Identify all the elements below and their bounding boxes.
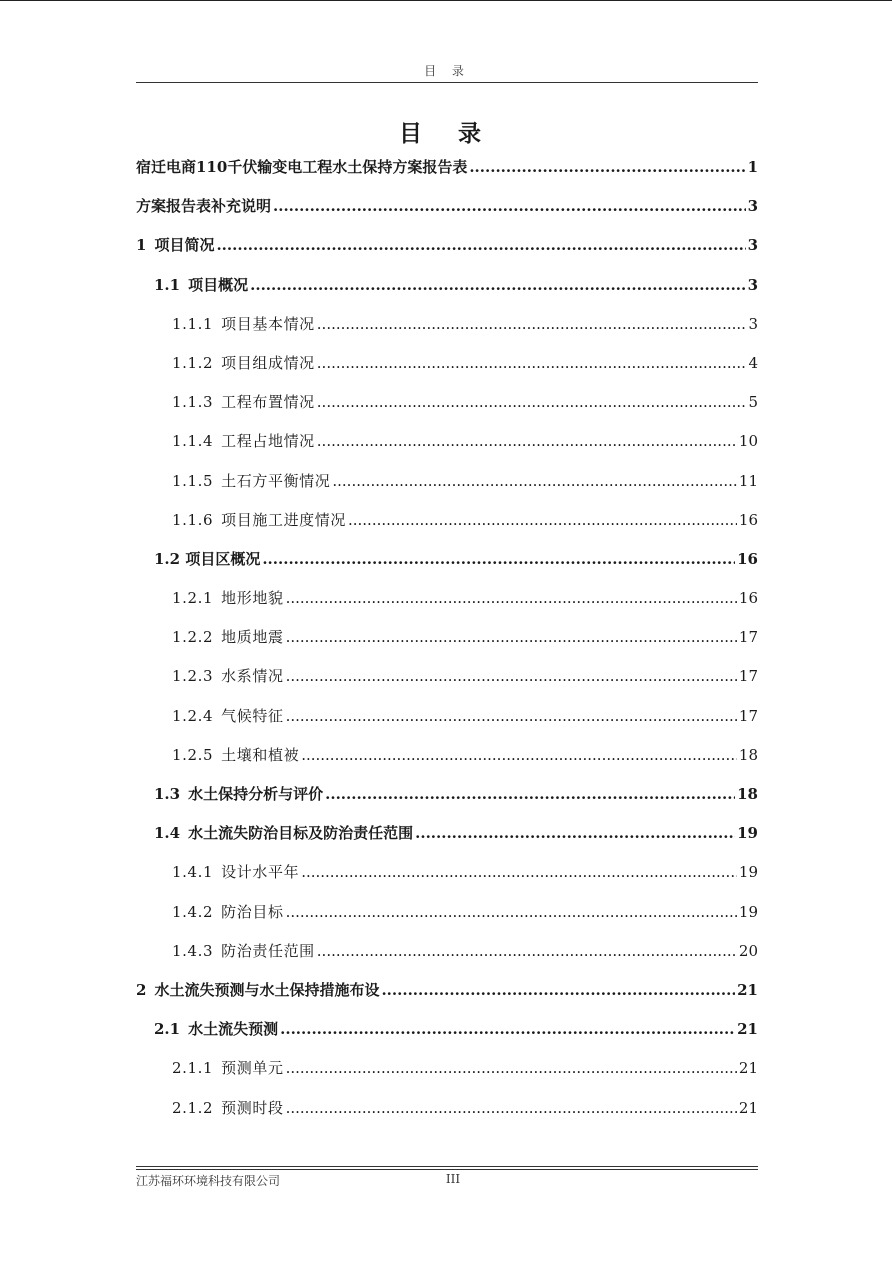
toc-entry-page: 19 (738, 863, 758, 882)
toc-entry-page: 19 (737, 824, 758, 843)
toc-entry-label: 防治责任范围 (221, 941, 315, 960)
toc-entry-label: 土壤和植被 (221, 745, 300, 764)
page-title: 目 录 (398, 120, 495, 147)
toc-entry-number: 2.1.2 (172, 1098, 214, 1117)
toc-entry-number: 1.4.3 (172, 941, 214, 960)
toc-leader-dots (286, 1089, 737, 1128)
toc-entry-number: 1.1 (154, 275, 181, 294)
running-header: 目 录 (424, 64, 470, 78)
toc-entry[interactable] (136, 893, 758, 932)
toc-entry-label: 地质地震 (221, 628, 284, 647)
toc-entry-number: 1.2.5 (172, 745, 214, 764)
footer-company: 江苏福环环境科技有限公司 (136, 1174, 281, 1188)
toc-entry-number: 2.1 (154, 1020, 181, 1039)
toc-leader-dots (317, 305, 747, 344)
toc-entry-page: 11 (738, 471, 758, 490)
toc-leader-dots (286, 1049, 737, 1088)
toc-leader-dots (273, 187, 746, 226)
header-rule (136, 82, 758, 83)
toc-entry-page: 4 (748, 353, 758, 372)
toc-entry-page: 21 (737, 980, 758, 999)
toc-entry-page: 21 (738, 1098, 758, 1117)
toc-entry-page: 5 (748, 393, 758, 412)
toc-leader-dots (317, 422, 737, 461)
toc-entry-label: 工程布置情况 (221, 393, 315, 412)
toc-entry-page: 21 (738, 1059, 758, 1078)
toc-entry-number: 1.1.4 (172, 432, 214, 451)
toc-entry-page: 10 (738, 432, 758, 451)
toc-entry[interactable] (136, 226, 758, 265)
toc-entry-page: 17 (738, 628, 758, 647)
toc-entry-number: 1.2.1 (172, 589, 214, 608)
toc-leader-dots (216, 226, 745, 265)
toc-entry-label: 项目概况 (188, 275, 249, 294)
toc-entry[interactable] (136, 344, 758, 383)
toc-entry-number: 1.1.2 (172, 353, 214, 372)
toc-entry-label: 土石方平衡情况 (221, 471, 331, 490)
toc-leader-dots (317, 383, 747, 422)
toc-entry-label: 项目基本情况 (221, 314, 315, 333)
toc-entry-number: 2.1.1 (172, 1059, 214, 1078)
toc-entry[interactable] (136, 422, 758, 461)
toc-entry-page: 1 (747, 158, 758, 176)
toc-entry[interactable] (136, 187, 758, 226)
toc-entry[interactable] (136, 579, 758, 618)
toc-entry[interactable] (136, 657, 758, 696)
toc-entry[interactable] (136, 462, 758, 501)
toc-entry-number: 1.4 (154, 824, 181, 843)
toc-entry-number: 1.2.4 (172, 706, 214, 725)
toc-entry-number: 1.1.1 (172, 314, 214, 333)
toc-leader-dots (469, 148, 745, 187)
toc-entry-number: 1.2.2 (172, 628, 214, 647)
toc-entry[interactable] (136, 266, 758, 305)
toc-entry-label: 项目施工进度情况 (221, 510, 346, 529)
toc-entry[interactable] (136, 971, 758, 1010)
toc-entry-page: 21 (737, 1020, 758, 1039)
toc-entry-label: 工程占地情况 (221, 432, 315, 451)
toc-leader-dots (317, 932, 737, 971)
footer-page-number: III (445, 1172, 461, 1186)
toc-entry-number: 2 (136, 980, 147, 999)
toc-entry-label: 水土流失防治目标及防治责任范围 (188, 824, 414, 843)
table-of-contents (136, 148, 758, 1128)
toc-entry-page: 16 (737, 549, 758, 568)
toc-entry-page: 16 (738, 589, 758, 608)
toc-entry-page: 18 (738, 745, 758, 764)
toc-entry-label: 预测时段 (221, 1098, 284, 1117)
toc-entry[interactable] (136, 305, 758, 344)
toc-leader-dots (286, 657, 737, 696)
footer-rule (136, 1166, 758, 1167)
toc-entry[interactable] (136, 618, 758, 657)
toc-entry[interactable] (136, 1049, 758, 1088)
toc-entry-page: 3 (747, 275, 758, 294)
toc-leader-dots (332, 462, 737, 501)
toc-entry-page: 3 (748, 314, 758, 333)
page-top-border (0, 0, 892, 1)
toc-entry[interactable] (136, 697, 758, 736)
toc-entry-page: 20 (738, 941, 758, 960)
toc-entry-label: 项目组成情况 (221, 353, 315, 372)
toc-entry-page: 16 (738, 510, 758, 529)
toc-entry[interactable] (136, 148, 758, 187)
toc-leader-dots (301, 853, 737, 892)
toc-entry[interactable] (136, 736, 758, 775)
toc-entry-label: 水土保持分析与评价 (188, 785, 324, 803)
toc-entry-number: 1.1.3 (172, 393, 214, 412)
toc-entry-label: 水土流失预测与水土保持措施布设 (154, 980, 380, 999)
toc-entry-label: 1.2 项目区概况 (154, 549, 261, 568)
toc-entry[interactable] (136, 932, 758, 971)
toc-leader-dots (286, 579, 737, 618)
toc-entry[interactable] (136, 383, 758, 422)
toc-entry-label: 方案报告表补充说明 (136, 197, 272, 216)
toc-entry[interactable] (136, 540, 758, 579)
toc-entry-number: 1.1.6 (172, 510, 214, 529)
toc-entry-label: 地形地貌 (221, 589, 284, 608)
toc-entry-number: 1.4.1 (172, 863, 214, 882)
toc-entry-label: 设计水平年 (221, 863, 300, 882)
toc-entry-page: 3 (747, 236, 758, 255)
toc-entry-label: 项目简况 (154, 236, 215, 255)
toc-entry-number: 1.2.3 (172, 667, 214, 686)
toc-leader-dots (280, 1010, 735, 1049)
toc-entry-label: 水系情况 (221, 667, 284, 686)
toc-entry[interactable] (136, 775, 758, 814)
toc-leader-dots (286, 893, 737, 932)
toc-entry[interactable] (136, 814, 758, 853)
toc-leader-dots (286, 618, 737, 657)
toc-leader-dots (325, 775, 735, 814)
toc-entry-number: 1.1.5 (172, 471, 214, 490)
footer-rule-double (136, 1169, 758, 1170)
toc-entry-number: 1.4.2 (172, 902, 214, 921)
toc-entry-page: 17 (738, 667, 758, 686)
toc-leader-dots (415, 814, 735, 853)
toc-entry[interactable] (136, 1010, 758, 1049)
toc-leader-dots (262, 540, 735, 579)
toc-leader-dots (286, 697, 737, 736)
toc-entry-label: 宿迁电商110千伏输变电工程水土保持方案报告表 (136, 158, 468, 176)
toc-leader-dots (348, 501, 737, 540)
toc-entry-label: 防治目标 (221, 902, 284, 921)
toc-entry-page: 19 (738, 902, 758, 921)
toc-entry-label: 气候特征 (221, 706, 284, 725)
toc-entry-page: 17 (738, 706, 758, 725)
toc-leader-dots (317, 344, 747, 383)
toc-entry-label: 水土流失预测 (188, 1020, 279, 1039)
toc-entry-number: 1.3 (154, 785, 181, 803)
toc-entry[interactable] (136, 501, 758, 540)
toc-entry-label: 预测单元 (221, 1059, 284, 1078)
toc-leader-dots (301, 736, 737, 775)
toc-entry-page: 3 (747, 197, 758, 216)
toc-entry-page: 18 (737, 785, 758, 803)
toc-entry[interactable] (136, 1089, 758, 1128)
toc-leader-dots (381, 971, 735, 1010)
toc-entry-number: 1 (136, 236, 147, 255)
toc-leader-dots (250, 266, 745, 305)
toc-entry[interactable] (136, 853, 758, 892)
